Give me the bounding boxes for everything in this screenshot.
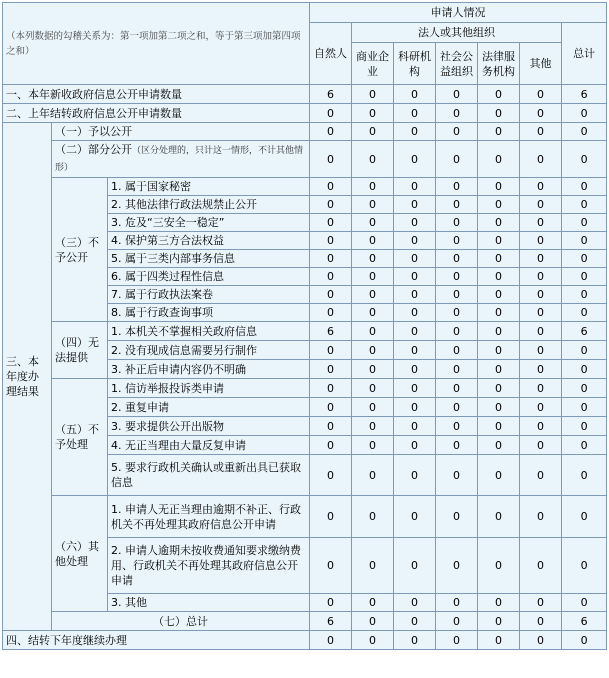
value-cell: 0 [394, 141, 436, 178]
value-cell: 0 [352, 268, 394, 286]
value-cell: 0 [436, 360, 478, 379]
value-cell: 0 [352, 141, 394, 178]
value-cell: 6 [310, 612, 352, 631]
value-cell: 0 [520, 436, 562, 455]
value-cell: 0 [562, 455, 607, 496]
value-cell: 0 [520, 104, 562, 123]
value-cell: 0 [310, 538, 352, 594]
value-cell: 0 [436, 455, 478, 496]
value-cell: 0 [562, 436, 607, 455]
value-cell: 0 [478, 379, 520, 398]
value-cell: 0 [478, 85, 520, 104]
value-cell: 0 [562, 379, 607, 398]
value-cell: 0 [562, 178, 607, 196]
value-cell: 0 [310, 360, 352, 379]
table-row [3, 379, 607, 398]
value-cell: 0 [310, 398, 352, 417]
value-cell: 0 [436, 250, 478, 268]
value-cell: 0 [520, 455, 562, 496]
value-cell: 0 [436, 538, 478, 594]
value-cell: 0 [562, 141, 607, 178]
value-cell: 0 [352, 436, 394, 455]
group-not-processed-label: （五）不予处理 [52, 379, 108, 496]
row-label: 1. 属于国家秘密 [108, 178, 310, 196]
value-cell: 0 [520, 417, 562, 436]
value-cell: 0 [520, 178, 562, 196]
table-row [3, 104, 607, 123]
value-cell: 0 [394, 538, 436, 594]
value-cell: 0 [478, 123, 520, 141]
value-cell: 0 [310, 417, 352, 436]
value-cell: 0 [352, 594, 394, 612]
group-deny-label: （三）不予公开 [52, 178, 108, 322]
value-cell: 0 [436, 631, 478, 650]
table-row [3, 322, 607, 341]
value-cell: 0 [436, 85, 478, 104]
row-label: 一、本年新收政府信息公开申请数量 [3, 85, 310, 104]
header-social-welfare: 社会公益组织 [436, 43, 478, 85]
row-label: 5. 要求行政机关确认或重新出具已获取信息 [108, 455, 310, 496]
value-cell: 0 [436, 141, 478, 178]
value-cell: 0 [520, 631, 562, 650]
value-cell: 0 [436, 232, 478, 250]
value-cell: 0 [478, 360, 520, 379]
value-cell: 0 [562, 214, 607, 232]
value-cell: 0 [394, 104, 436, 123]
value-cell: 0 [394, 360, 436, 379]
value-cell: 0 [520, 612, 562, 631]
row-label: 5. 属于三类内部事务信息 [108, 250, 310, 268]
row-label: 3. 补正后申请内容仍不明确 [108, 360, 310, 379]
value-cell: 0 [436, 268, 478, 286]
value-cell: 0 [352, 123, 394, 141]
row-label: 1. 信访举报投诉类申请 [108, 379, 310, 398]
value-cell: 0 [562, 341, 607, 360]
row-label: 2. 申请人逾期未按收费通知要求缴纳费用、行政机关不再处理其政府信息公开申请 [108, 538, 310, 594]
value-cell: 0 [352, 398, 394, 417]
row-label: 2. 没有现成信息需要另行制作 [108, 341, 310, 360]
value-cell: 0 [478, 268, 520, 286]
section3-label: 三、本年度办理结果 [3, 123, 52, 631]
value-cell: 0 [436, 304, 478, 322]
value-cell: 0 [520, 232, 562, 250]
value-cell: 0 [310, 214, 352, 232]
value-cell: 6 [562, 322, 607, 341]
value-cell: 0 [310, 123, 352, 141]
value-cell: 0 [520, 196, 562, 214]
row-label: 1. 本机关不掌握相关政府信息 [108, 322, 310, 341]
table-row [3, 123, 607, 141]
header-legal-service: 法律服务机构 [478, 43, 520, 85]
value-cell: 0 [310, 104, 352, 123]
value-cell: 0 [562, 304, 607, 322]
value-cell: 0 [520, 214, 562, 232]
value-cell: 0 [562, 538, 607, 594]
value-cell: 0 [352, 538, 394, 594]
value-cell: 6 [562, 612, 607, 631]
value-cell: 0 [478, 398, 520, 417]
value-cell: 0 [520, 594, 562, 612]
value-cell: 0 [310, 379, 352, 398]
value-cell: 0 [394, 250, 436, 268]
value-cell: 0 [352, 631, 394, 650]
value-cell: 0 [436, 286, 478, 304]
value-cell: 0 [352, 250, 394, 268]
row-label: 1. 申请人无正当理由逾期不补正、行政机关不再处理其政府信息公开申请 [108, 496, 310, 538]
value-cell: 0 [436, 196, 478, 214]
value-cell: 0 [478, 104, 520, 123]
value-cell: 0 [352, 612, 394, 631]
table-row [3, 631, 607, 650]
value-cell: 0 [310, 141, 352, 178]
partial-label: （二）部分公开 [55, 143, 132, 156]
value-cell: 0 [394, 322, 436, 341]
value-cell: 0 [352, 232, 394, 250]
value-cell: 0 [562, 594, 607, 612]
value-cell: 0 [478, 341, 520, 360]
value-cell: 0 [436, 612, 478, 631]
value-cell: 0 [394, 455, 436, 496]
value-cell: 0 [478, 496, 520, 538]
value-cell: 0 [394, 631, 436, 650]
value-cell: 0 [520, 250, 562, 268]
row-label: （一）予以公开 [52, 123, 310, 141]
row-label: 6. 属于四类过程性信息 [108, 268, 310, 286]
value-cell: 0 [352, 286, 394, 304]
value-cell: 0 [394, 304, 436, 322]
value-cell: 0 [394, 214, 436, 232]
group-unable-label: （四）无法提供 [52, 322, 108, 379]
value-cell: 0 [478, 417, 520, 436]
value-cell: 0 [562, 286, 607, 304]
value-cell: 0 [310, 178, 352, 196]
value-cell: 0 [520, 141, 562, 178]
header-natural-person: 自然人 [310, 23, 352, 85]
value-cell: 0 [436, 123, 478, 141]
value-cell: 0 [562, 360, 607, 379]
value-cell: 0 [562, 496, 607, 538]
value-cell: 0 [394, 436, 436, 455]
value-cell: 0 [310, 196, 352, 214]
value-cell: 0 [436, 417, 478, 436]
value-cell: 0 [394, 398, 436, 417]
table-row [3, 85, 607, 104]
value-cell: 0 [310, 286, 352, 304]
value-cell: 0 [520, 286, 562, 304]
value-cell: 0 [436, 496, 478, 538]
value-cell: 0 [352, 455, 394, 496]
value-cell: 0 [562, 250, 607, 268]
value-cell: 0 [562, 104, 607, 123]
value-cell: 0 [478, 304, 520, 322]
value-cell: 0 [520, 322, 562, 341]
header-research: 科研机构 [394, 43, 436, 85]
value-cell: 0 [520, 304, 562, 322]
value-cell: 0 [436, 322, 478, 341]
value-cell: 0 [478, 196, 520, 214]
value-cell: 6 [562, 85, 607, 104]
value-cell: 0 [310, 496, 352, 538]
value-cell: 0 [352, 341, 394, 360]
header-commercial: 商业企业 [352, 43, 394, 85]
value-cell: 0 [520, 496, 562, 538]
value-cell: 0 [520, 538, 562, 594]
table-row [3, 178, 607, 196]
value-cell: 0 [310, 341, 352, 360]
value-cell: 0 [352, 178, 394, 196]
value-cell: 0 [436, 341, 478, 360]
value-cell: 0 [352, 417, 394, 436]
row-label: 二、上年结转政府信息公开申请数量 [3, 104, 310, 123]
value-cell: 0 [394, 123, 436, 141]
value-cell: 0 [436, 594, 478, 612]
value-cell: 0 [352, 85, 394, 104]
row-label: 7. 属于行政执法案卷 [108, 286, 310, 304]
value-cell: 0 [478, 250, 520, 268]
value-cell: 6 [310, 85, 352, 104]
value-cell: 0 [478, 178, 520, 196]
value-cell: 0 [352, 379, 394, 398]
partial-note: （区分处理的，只计这一情形，不计其他情形） [55, 146, 304, 173]
value-cell: 0 [310, 436, 352, 455]
value-cell: 0 [520, 268, 562, 286]
value-cell: 0 [352, 304, 394, 322]
value-cell: 0 [520, 85, 562, 104]
table-row [3, 141, 607, 178]
header-legal-org: 法人或其他组织 [352, 23, 562, 43]
row-label: 8. 属于行政查询事项 [108, 304, 310, 322]
header-note: （本列数据的勾稽关系为：第一项加第二项之和，等于第三项加第四项之和） [3, 3, 310, 85]
header-applicant-info: 申请人情况 [310, 3, 607, 23]
value-cell: 0 [520, 123, 562, 141]
row-label: 3. 其他 [108, 594, 310, 612]
value-cell: 0 [352, 360, 394, 379]
value-cell: 0 [310, 631, 352, 650]
value-cell: 0 [394, 196, 436, 214]
value-cell: 0 [394, 417, 436, 436]
row-label: 4. 无正当理由大量反复申请 [108, 436, 310, 455]
value-cell: 0 [310, 268, 352, 286]
value-cell: 0 [310, 232, 352, 250]
value-cell: 0 [310, 304, 352, 322]
value-cell: 0 [436, 178, 478, 196]
value-cell: 0 [478, 436, 520, 455]
value-cell: 0 [394, 496, 436, 538]
value-cell: 0 [562, 417, 607, 436]
value-cell: 0 [478, 322, 520, 341]
value-cell: 0 [310, 455, 352, 496]
value-cell: 0 [562, 398, 607, 417]
value-cell: 0 [352, 496, 394, 538]
value-cell: 0 [310, 250, 352, 268]
table-row [3, 612, 607, 631]
value-cell: 0 [436, 379, 478, 398]
value-cell: 0 [394, 85, 436, 104]
header-total: 总计 [562, 23, 607, 85]
row-label: 四、结转下年度继续办理 [3, 631, 310, 650]
value-cell: 0 [478, 286, 520, 304]
value-cell: 0 [352, 104, 394, 123]
value-cell: 0 [562, 123, 607, 141]
value-cell: 0 [562, 268, 607, 286]
value-cell: 0 [436, 398, 478, 417]
table-row [3, 496, 607, 538]
value-cell: 0 [520, 398, 562, 417]
value-cell: 0 [394, 268, 436, 286]
value-cell: 0 [352, 214, 394, 232]
value-cell: 0 [394, 286, 436, 304]
group-other-processing-label: （六）其他处理 [52, 496, 108, 612]
value-cell: 0 [436, 104, 478, 123]
value-cell: 0 [520, 341, 562, 360]
value-cell: 0 [394, 232, 436, 250]
row-label: （七）总计 [52, 612, 310, 631]
value-cell: 0 [478, 214, 520, 232]
row-label: 2. 其他法律行政法规禁止公开 [108, 196, 310, 214]
value-cell: 0 [478, 538, 520, 594]
value-cell: 0 [478, 455, 520, 496]
value-cell: 0 [520, 360, 562, 379]
value-cell: 0 [436, 436, 478, 455]
value-cell: 0 [394, 612, 436, 631]
value-cell: 0 [520, 379, 562, 398]
value-cell: 0 [394, 594, 436, 612]
value-cell: 0 [478, 631, 520, 650]
row-label: 2. 重复申请 [108, 398, 310, 417]
value-cell: 0 [562, 196, 607, 214]
value-cell: 0 [310, 594, 352, 612]
value-cell: 0 [562, 232, 607, 250]
value-cell: 0 [478, 612, 520, 631]
row-label: 4. 保护第三方合法权益 [108, 232, 310, 250]
value-cell: 0 [478, 141, 520, 178]
value-cell: 0 [478, 594, 520, 612]
value-cell: 0 [352, 196, 394, 214]
value-cell: 6 [310, 322, 352, 341]
row-label: 3. 要求提供公开出版物 [108, 417, 310, 436]
statistics-table [2, 2, 607, 650]
row-label: 3. 危及“三安全一稳定” [108, 214, 310, 232]
row-label [52, 141, 310, 178]
value-cell: 0 [394, 341, 436, 360]
value-cell: 0 [394, 178, 436, 196]
value-cell: 0 [394, 379, 436, 398]
value-cell: 0 [436, 214, 478, 232]
value-cell: 0 [562, 631, 607, 650]
header-other: 其他 [520, 43, 562, 85]
value-cell: 0 [478, 232, 520, 250]
value-cell: 0 [352, 322, 394, 341]
